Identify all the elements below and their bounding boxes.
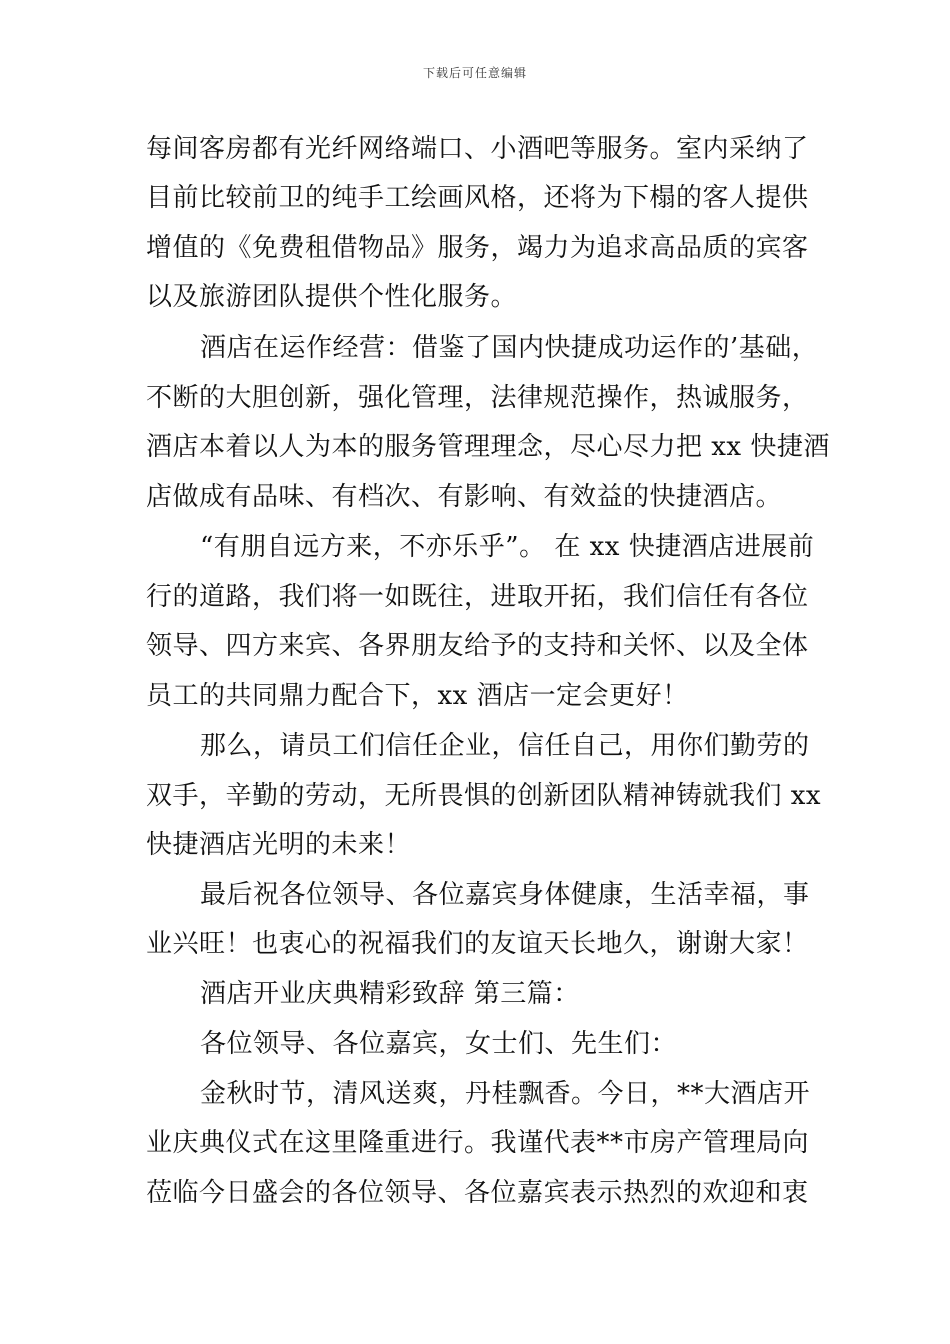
salutation: 各位领导、各位嘉宾，女士们、先生们： [200,1029,678,1059]
body-line: 不断的大胆创新，强化管理，法律规范操作，热诚服务， [146,383,809,413]
paragraph-first-line: 那么，请员工们信任企业，信任自己，用你们勤劳的 [200,731,810,761]
page-header: 下载后可任意编辑 [422,66,527,80]
paragraph-first-line: 金秋时节，清风送爽，丹桂飘香。今日，**大酒店开 [200,1079,811,1109]
body-line: 员工的共同鼎力配合下，xx 酒店一定会更好！ [146,681,689,711]
body-line: 莅临今日盛会的各位领导、各位嘉宾表示热烈的欢迎和衷 [146,1178,809,1208]
body-line: 行的道路，我们将一如既往，进取开拓，我们信任有各位 [146,582,809,612]
paragraph-first-line: “有朋自远方来，不亦乐乎”。 在 xx 快捷酒店进展前 [200,532,815,562]
body-line: 店做成有品味、有档次、有影响、有效益的快捷酒店。 [146,482,783,512]
body-line: 每间客房都有光纤网络端口、小酒吧等服务。室内采纳了 [146,134,809,164]
paragraph-first-line: 最后祝各位领导、各位嘉宾身体健康，生活幸福，事 [200,880,810,910]
body-line: 业庆典仪式在这里隆重进行。我谨代表**市房产管理局向 [146,1128,810,1158]
paragraph-first-line: 酒店在运作经营：借鉴了国内快捷成功运作的’基础， [200,333,819,363]
body-line: 领导、四方来宾、各界朋友给予的支持和关怀、以及全体 [146,631,809,661]
body-line: 快捷酒店光明的未来！ [146,830,412,860]
body-line: 业兴旺！也衷心的祝福我们的友谊天长地久，谢谢大家！ [146,929,809,959]
body-line: 以及旅游团队提供个性化服务。 [146,282,518,312]
body-line: 增值的《免费租借物品》服务，竭力为追求高品质的宾客 [146,233,809,263]
body-line: 双手，辛勤的劳动，无所畏惧的创新团队精神铸就我们 xx [146,781,822,811]
body-line: 酒店本着以人为本的服务管理理念，尽心尽力把 xx 快捷酒 [146,432,830,462]
body-line: 目前比较前卫的纯手工绘画风格，还将为下榻的客人提供 [146,183,809,213]
section-title: 酒店开业庆典精彩致辞 第三篇： [200,979,580,1009]
